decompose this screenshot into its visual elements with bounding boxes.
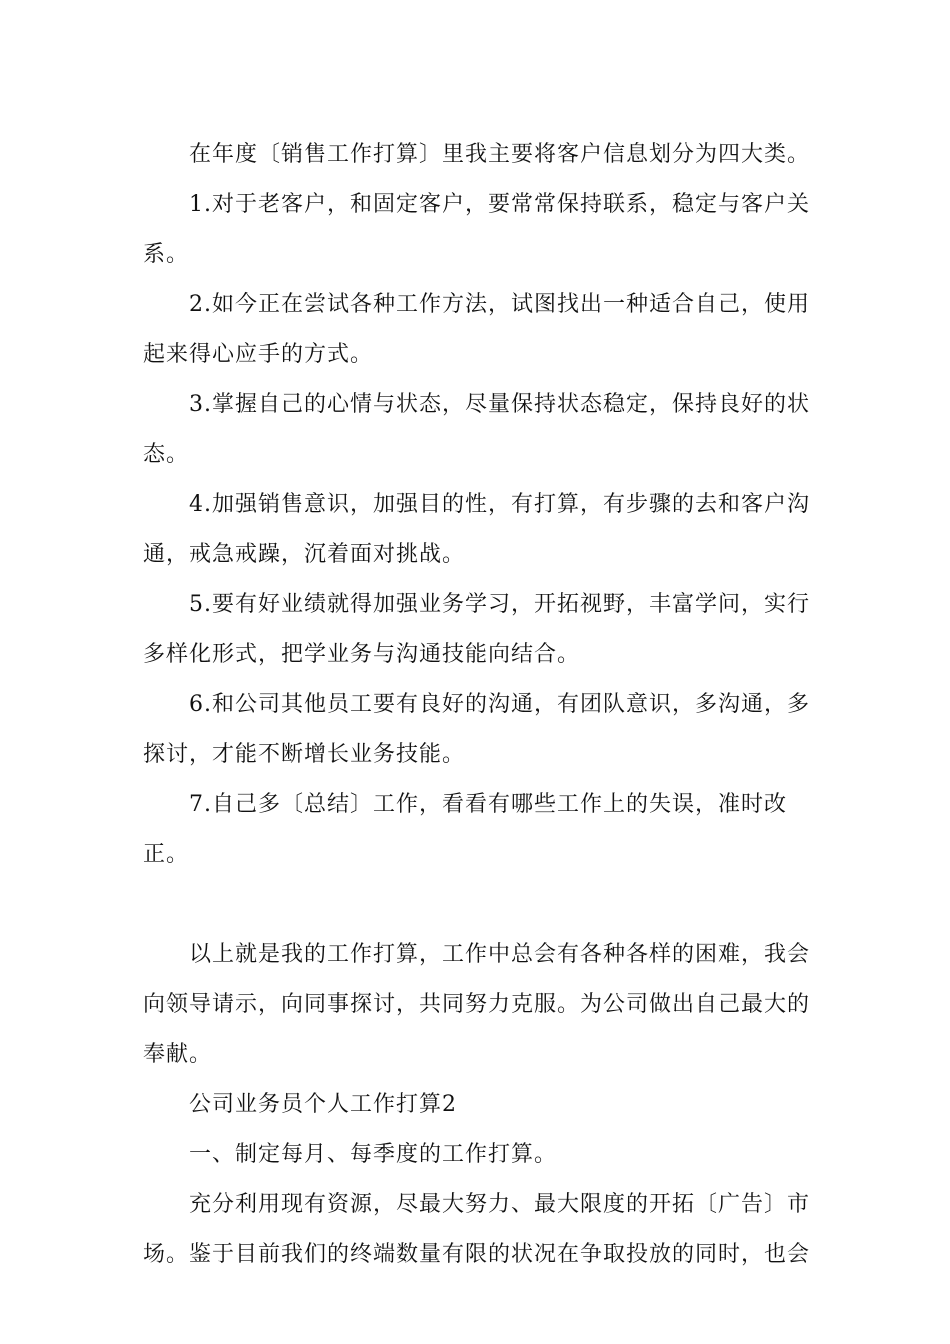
section-title: 公司业务员个人工作打算2 [189,1092,457,1117]
list-item-7: 7.自己多〔总结〕工作，看看有哪些工作上的失误，准时改正。 [143,792,787,867]
document-body [143,130,813,1280]
list-item-1: 1.对于老客户，和固定客户，要常常保持联系，稳定与客户关系。 [143,192,810,267]
list-item-4: 4.加强销售意识，加强目的性，有打算，有步骤的去和客户沟通，戒急戒躁，沉着面对挑战。 [143,492,810,567]
intro-paragraph: 在年度〔销售工作打算〕里我主要将客户信息划分为四大类。 [189,142,811,167]
body-paragraph: 充分利用现有资源，尽最大努力、最大限度的开拓〔广告〕市场。鉴于目前我们的终端数量有限的状况在争取投放的同时，也会 [143,1192,811,1267]
paragraph-spacer [143,880,813,930]
list-item-6: 6.和公司其他员工要有良好的沟通，有团队意识，多沟通，多探讨，才能不断增长业务技能。 [143,692,810,767]
section-heading: 一、制定每月、每季度的工作打算。 [189,1142,558,1167]
list-item-2: 2.如今正在尝试各种工作方法，试图找出一种适合自己，使用起来得心应手的方式。 [143,292,810,367]
list-item-3: 3.掌握自己的心情与状态，尽量保持状态稳定，保持良好的状态。 [143,392,810,467]
summary-paragraph: 以上就是我的工作打算，工作中总会有各种各样的困难，我会向领导请示，向同事探讨，共同努力克服。为公司做出自己最大的奉献。 [143,942,811,1067]
list-item-5: 5.要有好业绩就得加强业务学习，开拓视野，丰富学问，实行多样化形式，把学业务与沟通技能向结合。 [143,592,810,667]
